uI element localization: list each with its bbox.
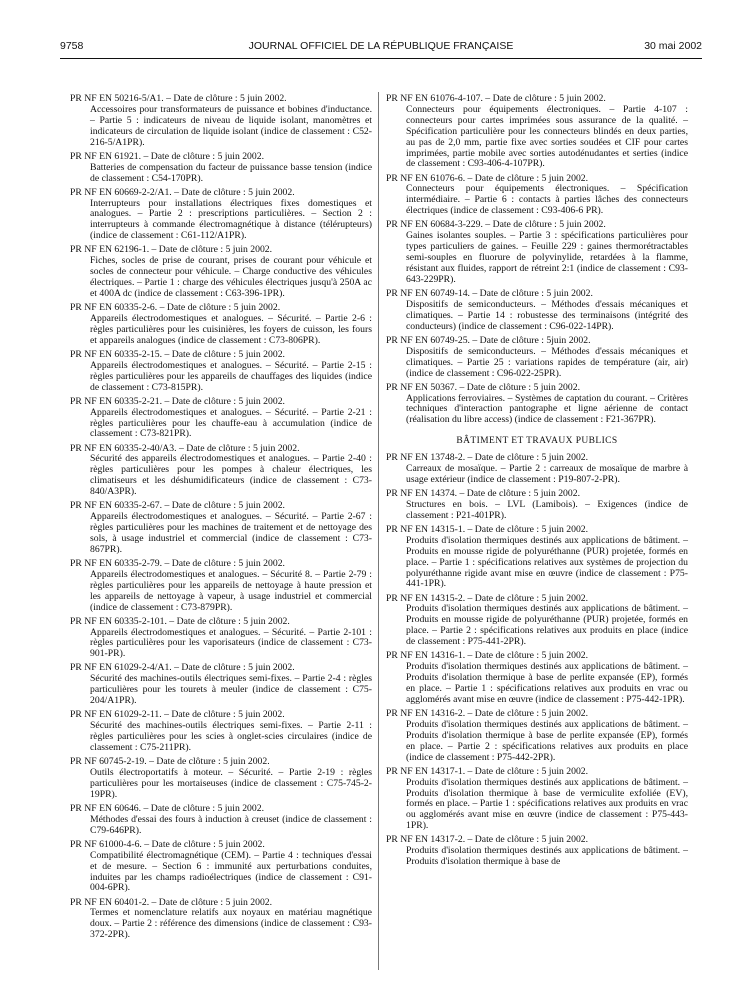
standard-description: Appareils électrodomestiques et analogues. – Sécurité. – Partie 2-15 : règles particulières pour les appareils de chauffages des liquides (indice de classement : C73-815PR). xyxy=(90,359,372,393)
right-column-bottom-entries xyxy=(386,453,688,868)
standard-entry xyxy=(386,594,688,649)
standard-description: Appareils électrodomestiques et analogues. – Sécurité. – Partie 2-101 : règles particulières pour les vaporisateurs (indice de classement : C73-901-PR). xyxy=(90,626,372,660)
standard-reference: PR NF EN 60335-2-21. – Date de clôture : 5 juin 2002. xyxy=(70,395,285,407)
standard-reference: PR NF EN 14316-2. – Date de clôture : 5 juin 2002. xyxy=(386,708,589,719)
standard-reference: PR NF EN 60684-3-229. – Date de clôture : 5 juin 2002. xyxy=(386,219,606,231)
standard-reference: PR NF EN 60669-2-2/A1. – Date de clôture : 5 juin 2002. xyxy=(70,186,295,198)
standard-description: Produits d'isolation thermiques destinés aux applications de bâtiment. – Produits d'isolation thermique à base de perlite expansée (EP), formés en place. – Partie 2 : spécifications relatives aux produits en place (indice de classement : P75-442-2PR). xyxy=(406,718,688,763)
standard-description: Termes et nomenclature relatifs aux noyaux en matériau magnétique doux. – Partie 2 : référence des dimensions (indice de classement : C93-372-2PR). xyxy=(90,907,372,941)
standard-entry xyxy=(70,350,372,394)
standard-description: Sécurité des appareils électrodomestiques et analogues. – Partie 2-40 : règles particulières pour les pompes à chaleur électriques, les climatiseurs et les déshumidificateurs (indice de classement : C73-840/A3PR). xyxy=(90,453,372,498)
standard-reference: PR NF 61000-4-6. – Date de clôture : 5 juin 2002. xyxy=(70,838,265,850)
standard-entry xyxy=(386,383,688,427)
right-column xyxy=(386,94,688,871)
standard-reference: PR NF EN 14315-1. – Date de clôture : 5 juin 2002. xyxy=(386,523,589,535)
standard-reference: PR NF EN 61076-4-107. – Date de clôture : 5 juin 2002. xyxy=(386,93,606,104)
standard-reference: PR NF EN 61076-6. – Date de clôture : 5 juin 2002. xyxy=(386,172,589,184)
standard-description: Interrupteurs pour installations électriques fixes domestiques et analogues. – Partie 2 : prescriptions particulières. – Section 2 : interrupteurs à commande électromagnétique à distance (télérupteurs) (indice de classement : C61-112/A1PR). xyxy=(90,197,372,242)
standard-entry xyxy=(386,767,688,832)
standard-description: Appareils électrodomestiques et analogues. – Sécurité. – Partie 2-6 : règles particulières pour les cuisinières, les foyers de cuisson, les fours et appareils analogues (indice de classement : C73-806PR). xyxy=(90,312,372,346)
standard-description: Produits d'isolation thermiques destinés aux applications de bâtiment. – Produits d'isolation thermique à base de xyxy=(406,845,688,868)
standard-description: Connecteurs pour équipements électroniques. – Spécification intermédiaire. – Partie 6 : contacts à parties lâches des connecteurs électriques (indice de classement : C93-406-6 PR). xyxy=(406,183,688,217)
standard-description: Appareils électrodomestiques et analogues. – Sécurité 8. – Partie 2-79 : règles particulières pour les appareils de nettoyage à haute pression et les appareils de nettoyage à vapeur, à usage industriel et commercial (indice de classement : C73-879PR). xyxy=(90,568,372,613)
standard-entry xyxy=(386,336,688,380)
standard-description: Compatibilité électromagnétique (CEM). – Partie 4 : techniques d'essai et de mesure. – Section 6 : immunité aux perturbations conduites, induites par les champs radioélectriques (indice de classement : C91-004-6PR). xyxy=(90,849,372,894)
standard-entry xyxy=(70,94,372,149)
standard-entry xyxy=(70,898,372,942)
standard-reference: PR NF EN 60335-2-6. – Date de clôture : 5 juin 2002. xyxy=(70,302,281,314)
left-column xyxy=(70,94,372,944)
standard-entry xyxy=(70,152,372,185)
standard-description: Appareils électrodomestiques et analogues. – Sécurité. – Partie 2-67 : règles particulières pour les machines de traitement et de nettoyage des sols, à usage industriel et commercial (indice de classement : C73-867PR). xyxy=(90,511,372,555)
standard-description: Produits d'isolation thermiques destinés aux applications de bâtiment. – Produits d'isolation thermique à base de vermiculite exfoliée (EV), formés en place. – Partie 1 : spécifications relatives aux produits en vrac ou agglomérés avant mise en œuvre (indice de classement : P75-443-1PR). xyxy=(406,776,688,832)
page-number: 9758 xyxy=(60,40,84,52)
standard-reference: PR NF EN 62196-1. – Date de clôture : 5 juin 2002. xyxy=(70,244,273,256)
issue-date: 30 mai 2002 xyxy=(644,40,702,52)
standard-description: Produits d'isolation thermiques destinés aux applications de bâtiment. – Produits d'isolation thermique à base de perlite expansée (EP), formés en place. – Partie 1 : spécifications relatives aux produits en vrac ou agglomérés avant mise en œuvre (indice de classement : P75-442-1PR). xyxy=(406,661,688,705)
standard-entry xyxy=(386,651,688,706)
standard-description: Dispositifs de semiconducteurs. – Méthodes d'essais mécaniques et climatiques. – Partie 14 : robustesse des terminaisons (intégrité des conducteurs) (indice de classement : C96-022-14PR). xyxy=(406,298,688,332)
standard-description: Structures en bois. – LVL (Lamibois). – Exigences (indice de classement : P21-401PR). xyxy=(406,498,688,521)
standard-entry xyxy=(70,757,372,801)
standard-reference: PR NF EN 60335-2-40/A3. – Date de clôture : 5 juin 2002. xyxy=(70,442,300,454)
standard-reference: PR NF EN 60646. – Date de clôture : 5 juin 2002. xyxy=(70,802,265,814)
standard-description: Produits d'isolation thermiques destinés aux applications de bâtiment. – Produits en mousse rigide de polyuréthanne (PUR) projetée, formés en place. – Partie 1 : spécifications relatives aux systèmes de projection du polyuréthanne rigide avant mise en œuvre (indice de classement : P75-441-1PR). xyxy=(406,534,688,590)
standard-reference: PR NF EN 60749-25. – Date de clôture : 5juin 2002. xyxy=(386,334,591,346)
standard-entry xyxy=(386,835,688,868)
standard-description: Fiches, socles de prise de courant, prises de courant pour véhicule et socles de connecteur pour véhicule. – Charge conductive des véhicules électriques. – Partie 1 : charge des véhicules électriques jusqu'à 250A ac et 400A dc (indice de classement : C63-396-1PR). xyxy=(90,255,372,299)
standard-entry xyxy=(70,710,372,754)
standard-entry xyxy=(386,289,688,333)
standard-reference: PR NF EN 50367. – Date de clôture : 5 juin 2002. xyxy=(386,381,581,393)
standard-reference: PR NF EN 14374. – Date de clôture : 5 juin 2002. xyxy=(386,488,581,500)
standard-entry xyxy=(386,174,688,218)
standard-description: Accessoires pour transformateurs de puissance et bobines d'inductance. – Partie 5 : indicateurs de niveau de liquide isolant, manomètres et indicateurs de circulation de liquide isolant (indice de classement : C52-216-5/A1PR). xyxy=(90,103,372,148)
journal-title: JOURNAL OFFICIEL DE LA RÉPUBLIQUE FRANÇAISE xyxy=(248,40,514,52)
right-column-top-entries xyxy=(386,94,688,426)
standard-reference: PR NF EN 60401-2. – Date de clôture : 5 juin 2002. xyxy=(70,896,273,908)
standard-entry xyxy=(386,489,688,522)
section-title: BÂTIMENT ET TRAVAUX PUBLICS xyxy=(456,436,618,447)
standard-reference: PR NF EN 14317-1. – Date de clôture : 5 juin 2002. xyxy=(386,765,589,777)
standard-entry xyxy=(70,188,372,243)
standard-entry xyxy=(70,444,372,499)
standard-description: Outils électroportatifs à moteur. – Sécurité. – Partie 2-19 : règles particulières pour les mortaiseuses (indice de classement : C75-745-2-19PR). xyxy=(90,767,372,800)
standard-description: Connecteurs pour équipements électroniques. – Partie 4-107 : connecteurs pour cartes imprimées sous assurance de la qualité. – Spécification particulière pour les connecteurs blindés en deux parties, au pas de 2,0 mm, partie fixe avec sorties soudées et CIF pour cartes imprimées, partie mobile avec sorties autodénudantes et serties (indice de classement : C93-406-4-107PR). xyxy=(406,103,688,170)
standard-reference: PR NF EN 61029-2-11. – Date de clôture : 5 juin 2002. xyxy=(70,709,285,721)
standard-reference: PR NF EN 61921. – Date de clôture : 5 juin 2002. xyxy=(70,150,265,162)
standard-description: Dispositifs de semiconducteurs. – Méthodes d'essais mécaniques et climatiques. – Partie 25 : variations rapides de température (air, air) (indice de classement : C96-022-25PR). xyxy=(406,345,688,379)
standard-entry xyxy=(70,559,372,614)
standard-entry xyxy=(70,663,372,707)
standard-description: Gaines isolantes souples. – Partie 3 : spécifications particulières pour types particuliers de gaines. – Feuille 229 : gaines thermorétractables semi-souples en fluorure de polyvinylide, retardées à la flamme, résistant aux fluides, rapport de rétreint 2:1 (indice de classement : C93-643-229PR). xyxy=(406,230,688,285)
standard-entry xyxy=(386,709,688,764)
standard-reference: PR NF 60745-2-19. – Date de clôture : 5 juin 2002. xyxy=(70,756,270,768)
standard-entry xyxy=(70,617,372,661)
standard-reference: PR NF EN 13748-2. – Date de clôture : 5 juin 2002. xyxy=(386,452,589,464)
standard-reference: PR NF EN 60335-2-79. – Date de clôture : 5 juin 2002. xyxy=(70,557,285,569)
standard-reference: PR NF EN 60335-2-67. – Date de clôture : 5 juin 2002. xyxy=(70,500,285,512)
standard-entry xyxy=(386,525,688,590)
page-header xyxy=(60,40,702,58)
standard-description: Appareils électrodomestiques et analogues. – Sécurité. – Partie 2-21 : règles particulières pour les chauffe-eau à accumulation (indice de classement : C73-821PR). xyxy=(90,406,372,440)
standard-description: Batteries de compensation du facteur de puissance basse tension (indice de classement : C54-170PR). xyxy=(90,161,372,184)
standard-entry xyxy=(70,840,372,895)
standard-description: Carreaux de mosaïque. – Partie 2 : carreaux de mosaïque de marbre à usage extérieur (indice de classement : P19-807-2-PR). xyxy=(406,463,688,485)
standard-reference: PR NF EN 60335-2-101. – Date de clôture : 5 juin 2002. xyxy=(70,615,290,627)
standard-entry xyxy=(70,245,372,300)
standard-entry xyxy=(386,220,688,285)
standard-description: Sécurité des machines-outils électriques semi-fixes. – Partie 2-4 : règles particulières pour les tourets à meuler (indice de classement : C75-204/A1PR). xyxy=(90,673,372,707)
standard-reference: PR NF EN 60749-14. – Date de clôture : 5 juin 2002. xyxy=(386,287,593,299)
standard-reference: PR NF EN 60335-2-15. – Date de clôture : 5 juin 2002. xyxy=(70,348,285,360)
header-rule xyxy=(60,58,702,59)
standard-entry xyxy=(70,303,372,347)
standard-description: Applications ferroviaires. – Systèmes de captation du courant. – Critères techniques d'interaction pantographe et ligne aérienne de contact (réalisation du libre access) (indice de classement : F21-367PR). xyxy=(406,392,688,426)
standard-description: Sécurité des machines-outils électriques semi-fixes. – Partie 2-11 : règles particulières pour les scies à onglet-scies circulaires (indice de classement : C75-211PR). xyxy=(90,720,372,753)
standard-entry xyxy=(386,94,688,170)
standard-entry xyxy=(70,397,372,441)
standard-reference: PR NF EN 14315-2. – Date de clôture : 5 juin 2002. xyxy=(386,592,589,604)
standard-reference: PR NF EN 50216-5/A1. – Date de clôture : 5 juin 2002. xyxy=(70,93,287,104)
column-divider xyxy=(378,92,379,970)
standard-entry xyxy=(70,501,372,556)
standard-reference: PR NF EN 14316-1. – Date de clôture : 5 juin 2002. xyxy=(386,650,589,662)
standard-reference: PR NF EN 61029-2-4/A1. – Date de clôture : 5 juin 2002. xyxy=(70,662,295,674)
standard-entry xyxy=(386,453,688,486)
standard-reference: PR NF EN 14317-2. – Date de clôture : 5 juin 2002. xyxy=(386,834,589,846)
standard-description: Produits d'isolation thermiques destinés aux applications de bâtiment. – Produits en mousse rigide de polyuréthanne (PUR) projetée, formés en place. – Partie 2 : spécifications relatives aux produits en place (indice de classement : P75-441-2PR). xyxy=(406,603,688,648)
standard-entry xyxy=(70,804,372,837)
standard-description: Méthodes d'essai des fours à induction à creuset (indice de classement : C79-646PR). xyxy=(90,813,372,836)
